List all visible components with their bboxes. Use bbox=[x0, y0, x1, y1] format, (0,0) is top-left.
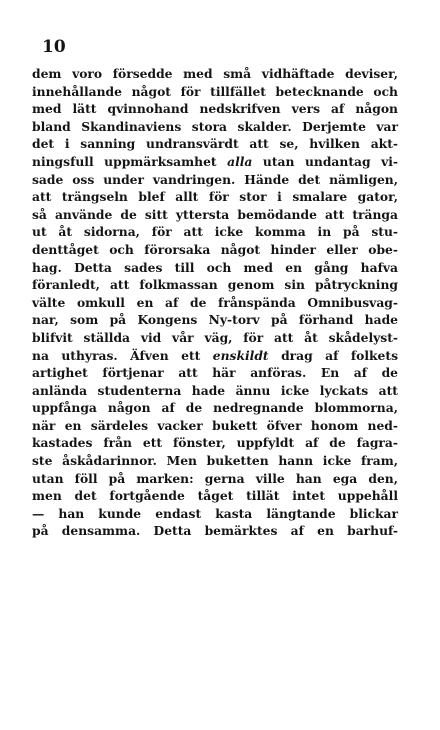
text-segment: — han kunde endast kasta längtande blickar bbox=[32, 505, 398, 521]
text-segment: sade oss under vandringen. Hände det nämligen, bbox=[32, 171, 398, 187]
text-segment: föranledt, att folkmassan genom sin påtryckning bbox=[32, 277, 398, 293]
text-line bbox=[32, 487, 398, 505]
text-line bbox=[32, 100, 398, 118]
text-segment: ut åt sidorna, för att icke komma in på stu- bbox=[32, 224, 398, 240]
text-segment: na uthyras. Äfven ett bbox=[32, 347, 213, 363]
text-segment: att trängseln blef allt för stor i smalare gator, bbox=[32, 189, 398, 205]
text-line bbox=[32, 153, 398, 171]
text-line bbox=[32, 522, 398, 540]
text-line bbox=[32, 294, 398, 312]
text-segment: på densamma. Detta bemärktes af en barhuf- bbox=[32, 523, 398, 539]
text-line bbox=[32, 470, 398, 488]
text-line bbox=[32, 417, 398, 435]
text-line bbox=[32, 399, 398, 417]
text-segment: bland Skandinaviens stora skalder. Derjemte var bbox=[32, 118, 398, 134]
text-segment: blifvit ställda vid vår väg, för att åt skådelyst- bbox=[32, 329, 398, 345]
text-segment: välte omkull en af de frånspända Omnibusvag- bbox=[32, 294, 398, 310]
text-line bbox=[32, 188, 398, 206]
text-line bbox=[32, 83, 398, 101]
text-line bbox=[32, 505, 398, 523]
text-line bbox=[32, 347, 398, 365]
text-segment: utan föll på marken: gerna ville han ega den, bbox=[32, 470, 398, 486]
text-segment: denttåget och förorsaka något hinder eller obe- bbox=[32, 241, 398, 257]
text-segment: så använde de sitt yttersta bemödande att tränga bbox=[32, 206, 398, 222]
text-line bbox=[32, 206, 398, 224]
emphasized-word: enskildt bbox=[212, 347, 269, 363]
text-segment: men det fortgående tåget tillät intet uppehåll bbox=[32, 488, 398, 504]
text-segment: drag af folkets bbox=[268, 347, 398, 363]
text-line bbox=[32, 329, 398, 347]
text-line bbox=[32, 382, 398, 400]
text-line bbox=[32, 135, 398, 153]
text-segment: innehållande något för tillfället betecknande och bbox=[32, 83, 398, 99]
text-segment: ningsfull uppmärksamhet bbox=[32, 153, 228, 169]
text-segment: hag. Detta sades till och med en gång hafva bbox=[32, 259, 398, 275]
emphasized-word: alla bbox=[227, 153, 253, 169]
body-text bbox=[32, 65, 398, 540]
page-number: 10 bbox=[42, 37, 66, 57]
text-segment: nar, som på Kongens Ny-torv på förhand hade bbox=[32, 312, 398, 328]
text-segment: uppfånga någon af de nedregnande blommorna, bbox=[32, 400, 398, 416]
text-line bbox=[32, 259, 398, 277]
text-line bbox=[32, 276, 398, 294]
text-line bbox=[32, 223, 398, 241]
text-line bbox=[32, 434, 398, 452]
text-line bbox=[32, 364, 398, 382]
text-segment: det i sanning undransvärdt att se, hvilken akt- bbox=[32, 136, 398, 152]
text-line bbox=[32, 241, 398, 259]
text-segment: när en särdeles vacker bukett öfver honom ned- bbox=[32, 417, 398, 433]
text-line bbox=[32, 65, 398, 83]
text-segment: anlända studenterna hade ännu icke lyckats att bbox=[32, 382, 398, 398]
text-segment: kastades från ett fönster, uppfyldt af de fagra- bbox=[32, 435, 398, 451]
text-segment: utan undantag vi- bbox=[252, 153, 398, 169]
text-line bbox=[32, 452, 398, 470]
text-line bbox=[32, 311, 398, 329]
text-segment: ste åskådarinnor. Men buketten hann icke fram, bbox=[32, 453, 398, 469]
text-segment: med lätt qvinnohand nedskrifven vers af någon bbox=[32, 101, 398, 117]
text-line bbox=[32, 171, 398, 189]
text-line bbox=[32, 118, 398, 136]
text-segment: dem voro försedde med små vidhäftade deviser, bbox=[32, 66, 398, 81]
text-segment: artighet förtjenar att här anföras. En af de bbox=[32, 365, 398, 381]
